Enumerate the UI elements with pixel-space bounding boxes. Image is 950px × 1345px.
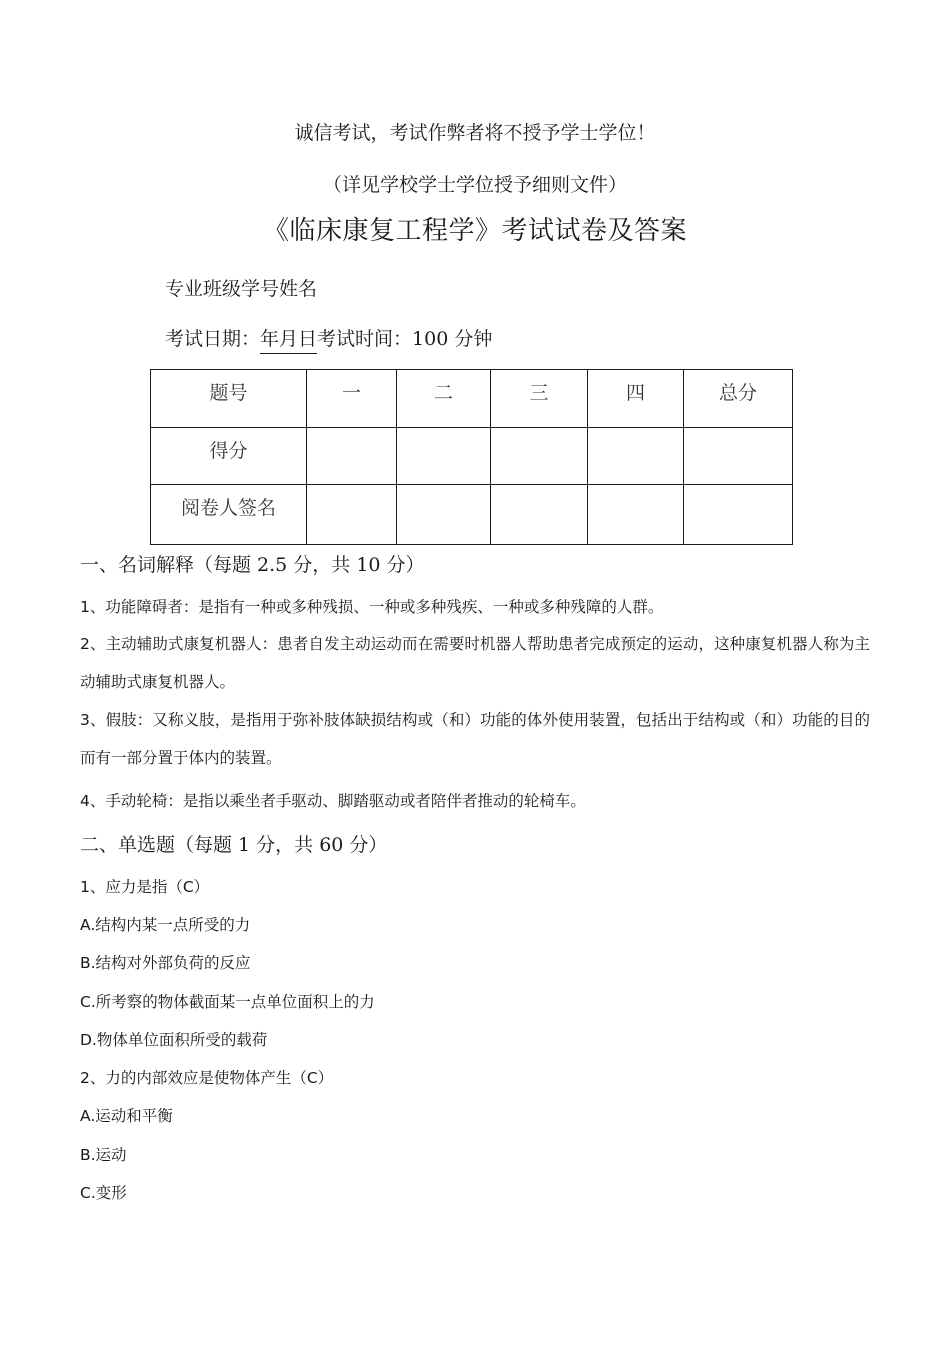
score-cell[interactable] <box>588 428 684 485</box>
score-cell[interactable] <box>491 428 588 485</box>
answer-option: C.变形 <box>80 1184 127 1202</box>
definition-item: 1、功能障碍者：是指有一种或多种残损、一种或多种残疾、一种或多种残障的人群。 <box>80 598 664 616</box>
grader-cell[interactable] <box>588 485 684 545</box>
answer-option: A.结构内某一点所受的力 <box>80 916 251 934</box>
score-table-header-cell: 二 <box>397 370 491 428</box>
section-1-heading: 一、名词解释（每题 2.5 分，共 10 分） <box>80 554 425 576</box>
score-table-header-row <box>151 370 793 428</box>
score-table-header-cell: 总分 <box>684 370 793 428</box>
definition-item: 4、手动轮椅：是指以乘坐者手驱动、脚踏驱动或者陪伴者推动的轮椅车。 <box>80 792 586 810</box>
question-stem: 1、应力是指（C） <box>80 878 210 896</box>
exam-date-value: 年月日 <box>260 328 317 354</box>
exam-date-line <box>165 324 492 351</box>
score-cell[interactable] <box>307 428 397 485</box>
score-cell[interactable] <box>684 428 793 485</box>
definition-item: 3、假肢：又称义肢，是指用于弥补肢体缺损结构或（和）功能的体外使用装置，包括出于结构或（和）功能的目的而有一部分置于体内的装置。 <box>80 711 870 767</box>
score-row-label: 得分 <box>151 428 307 485</box>
score-table <box>150 369 793 545</box>
notice-reference: （详见学校学士学位授予细则文件） <box>322 174 627 196</box>
exam-date-label: 考试日期： <box>165 328 261 350</box>
exam-duration: 考试时间：100 分钟 <box>317 328 493 350</box>
answer-option: A.运动和平衡 <box>80 1107 173 1125</box>
score-cell[interactable] <box>397 428 491 485</box>
definition-item: 2、主动辅助式康复机器人：患者自发主动运动而在需要时机器人帮助患者完成预定的运动，这种康复机器人称为主动辅助式康复机器人。 <box>80 635 870 691</box>
score-table-header-cell: 一 <box>307 370 397 428</box>
question-stem: 2、力的内部效应是使物体产生（C） <box>80 1069 334 1087</box>
answer-option: B.结构对外部负荷的反应 <box>80 954 251 972</box>
student-info-line: 专业班级学号姓名 <box>165 278 318 300</box>
answer-option: D.物体单位面积所受的载荷 <box>80 1031 268 1049</box>
grader-cell[interactable] <box>684 485 793 545</box>
grader-cell[interactable] <box>491 485 588 545</box>
score-table-header-cell: 四 <box>588 370 684 428</box>
answer-option: C.所考察的物体截面某一点单位面积上的力 <box>80 993 375 1011</box>
score-table-row <box>151 428 793 485</box>
grader-row-label: 阅卷人签名 <box>151 485 307 545</box>
answer-option: B.运动 <box>80 1146 127 1164</box>
score-table-row <box>151 485 793 545</box>
score-table-header-cell: 三 <box>491 370 588 428</box>
integrity-notice: 诚信考试，考试作弊者将不授予学士学位！ <box>294 122 656 144</box>
score-table-header-cell: 题号 <box>151 370 307 428</box>
section-2-heading: 二、单选题（每题 1 分，共 60 分） <box>80 834 388 856</box>
grader-cell[interactable] <box>397 485 491 545</box>
grader-cell[interactable] <box>307 485 397 545</box>
exam-title: 《临床康复工程学》考试试卷及答案 <box>262 216 687 246</box>
